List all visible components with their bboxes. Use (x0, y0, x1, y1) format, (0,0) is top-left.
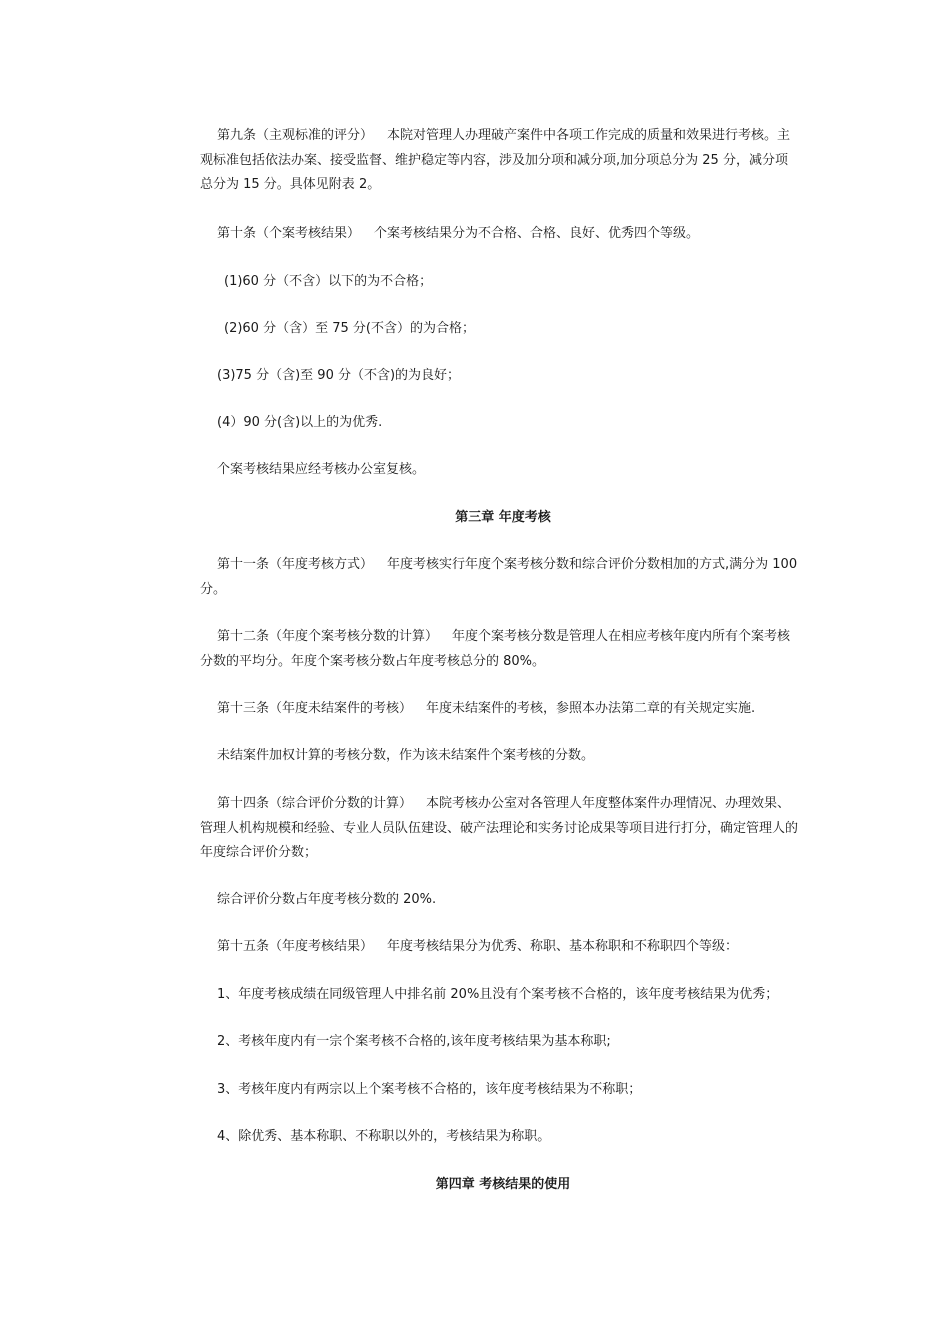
article-11-heading: 第十一条（年度考核方式） (217, 557, 374, 572)
article-12-body: 年度个案考核分数是管理人在相应考核年度内所有个案考核分数的平均分。年度个案考核分数占年度考核总分的 80%。 (200, 629, 791, 669)
chapter-3-title: 第三章 年度考核 (455, 510, 551, 525)
unfinished-case-note: 未结案件加权计算的考核分数，作为该未结案件个案考核的分数。 (217, 748, 595, 763)
result-item-2: 2、考核年度内有一宗个案考核不合格的,该年度考核结果为基本称职; (217, 1034, 611, 1049)
article-15 (200, 935, 800, 960)
chapter-4-title: 第四章 考核结果的使用 (435, 1177, 571, 1192)
grade-item-2: (2)60 分（含）至 75 分(不含）的为合格； (224, 321, 475, 336)
grade-item-1: (1)60 分（不含）以下的为不合格； (224, 274, 433, 289)
grade-item-3: (3)75 分（含)至 90 分（不含)的为良好； (217, 368, 461, 383)
article-11 (200, 553, 800, 602)
article-14-body: 本院考核办公室对各管理人年度整体案件办理情况、办理效果、管理人机构规模和经验、专业人员队伍建设、破产法理论和实务讨论成果等项目进行打分，确定管理人的年度综合评价分数； (200, 796, 799, 860)
result-item-4: 4、除优秀、基本称职、不称职以外的，考核结果为称职。 (217, 1129, 551, 1144)
article-9-body: 本院对管理人办理破产案件中各项工作完成的质量和效果进行考核。主观标准包括依法办案、接受监督、维护稳定等内容，涉及加分项和减分项,加分项总分为 25 分，减分项总分为 15 分。具体见附表 2。 (200, 128, 791, 192)
article-12 (200, 625, 800, 674)
article-10 (200, 222, 800, 247)
result-item-3: 3、考核年度内有两宗以上个案考核不合格的，该年度考核结果为不称职； (217, 1082, 642, 1097)
article-12-heading: 第十二条（年度个案考核分数的计算） (217, 629, 439, 644)
article-13-body: 年度未结案件的考核，参照本办法第二章的有关规定实施. (426, 701, 756, 716)
article-10-heading: 第十条（个案考核结果） (217, 226, 361, 241)
article-15-heading: 第十五条（年度考核结果） (217, 939, 374, 954)
article-9-heading: 第九条（主观标准的评分） (217, 128, 374, 143)
article-11-body: 年度考核实行年度个案考核分数和综合评价分数相加的方式,满分为 100 分。 (200, 557, 798, 597)
article-10-body: 个案考核结果分为不合格、合格、良好、优秀四个等级。 (374, 226, 700, 241)
article-13-heading: 第十三条（年度未结案件的考核） (217, 701, 413, 716)
article-9 (200, 124, 800, 198)
grade-item-4: (4）90 分(含)以上的为优秀. (217, 415, 383, 430)
article-14 (200, 792, 800, 866)
article-13 (200, 697, 800, 722)
weight-note: 综合评价分数占年度考核分数的 20%. (217, 892, 437, 907)
result-item-1: 1、年度考核成绩在同级管理人中排名前 20%且没有个案考核不合格的，该年度考核结果为优秀； (217, 987, 779, 1002)
article-14-heading: 第十四条（综合评价分数的计算） (217, 796, 413, 811)
article-15-body: 年度考核结果分为优秀、称职、基本称职和不称职四个等级： (387, 939, 739, 954)
review-note: 个案考核结果应经考核办公室复核。 (217, 462, 426, 477)
